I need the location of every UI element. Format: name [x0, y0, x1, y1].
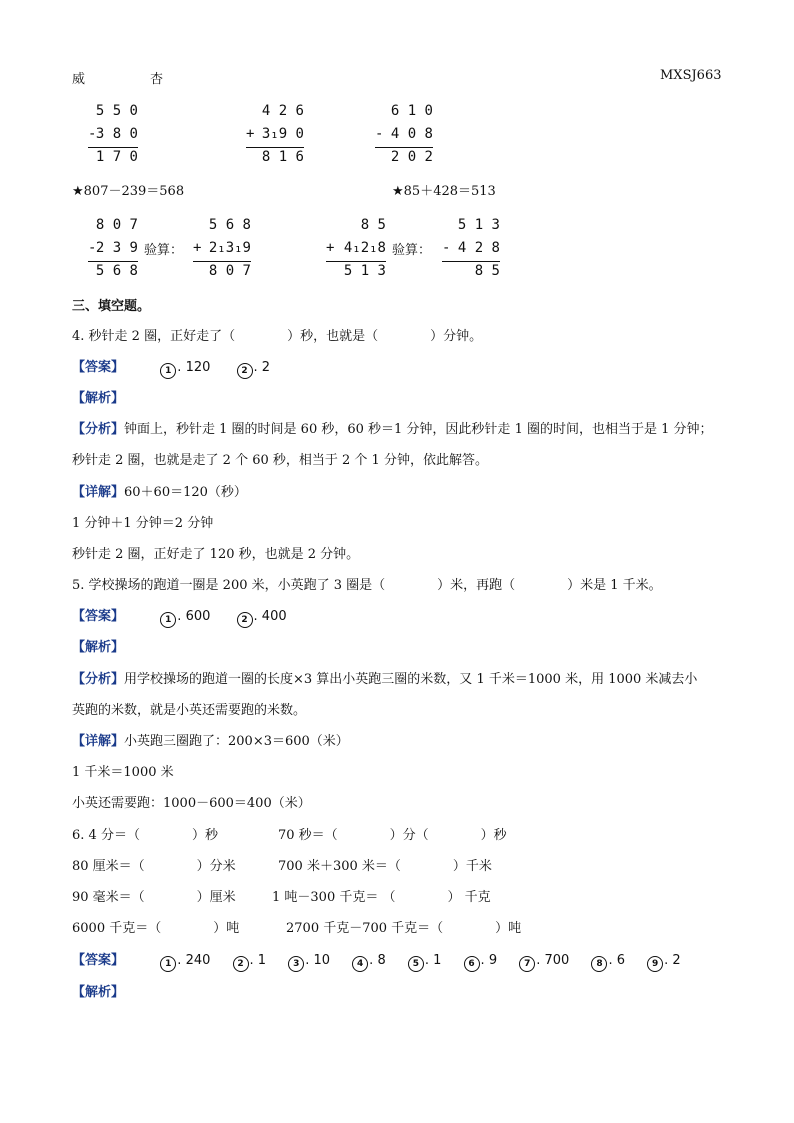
- calc-result: 2 0 2: [390, 149, 433, 165]
- analysis-text: 秒针走 2 圈，也就是走了 2 个 60 秒，相当于 2 个 1 分钟，依此解答。: [72, 453, 488, 468]
- calc-row: 4 2 6: [261, 103, 304, 119]
- calc-operator: +: [326, 240, 335, 256]
- calc-operator: -: [88, 240, 97, 256]
- detail-text: 60＋60＝120（秒）: [124, 485, 247, 500]
- question-6-part: 70 秒＝（ ）分（ ）秒: [278, 828, 507, 843]
- analysis-text: 钟面上，秒针走 1 圈的时间是 60 秒，60 秒＝1 分钟，因此秒针走 1 圈的时间，也相当于是 1 分钟；: [124, 422, 713, 437]
- calc-row: 2₁3₁9: [208, 240, 251, 256]
- detail-text: 小英还需要跑：1000－600＝400（米）: [72, 796, 311, 811]
- circled-number: 2: [237, 363, 253, 379]
- vertical-calc: [88, 214, 138, 283]
- detail-line: [72, 733, 349, 751]
- analysis-text: 用学校操场的跑道一圈的长度×3 算出小英跑三圈的米数，又 1 千米＝1000 米，用 1000 米减去小: [124, 672, 698, 687]
- answer-value: 1: [433, 953, 442, 968]
- calc-result: 8 5: [474, 263, 500, 279]
- detail-text: 秒针走 2 圈，正好走了 120 秒，也就是 2 分钟。: [72, 547, 360, 562]
- question-6-part: 2700 千克－700 千克＝（ ）吨: [286, 921, 522, 936]
- circled-number: 2: [237, 612, 253, 628]
- circled-number: 3: [288, 956, 304, 972]
- vertical-calc: [442, 214, 500, 283]
- jiexi-tag: 【解析】: [72, 640, 125, 655]
- calc-result: 1 7 0: [95, 149, 138, 165]
- answer-value: 6: [616, 953, 626, 968]
- calc-operator: +: [246, 126, 255, 142]
- vertical-calc: [193, 214, 251, 283]
- calc-row: 8 0 7: [95, 217, 138, 233]
- circled-number: 1: [160, 956, 176, 972]
- circled-number: 2: [233, 956, 249, 972]
- header-left-b: 杏: [150, 72, 164, 87]
- question-6-part: 6. 4 分＝（ ）秒: [72, 828, 218, 843]
- question-4: 4. 秒针走 2 圈，正好走了（ ）秒，也就是（ ）分钟。: [72, 329, 483, 344]
- calc-row: 8 5: [360, 217, 386, 233]
- circled-number: 4: [352, 956, 368, 972]
- answer-value: 8: [377, 953, 386, 968]
- answer-value: 9: [488, 953, 498, 968]
- answer-value: 1: [257, 953, 267, 968]
- calc-row: 5 6 8: [208, 217, 251, 233]
- question-6-part: 6000 千克＝（ ）吨: [72, 921, 240, 936]
- vertical-calc: [246, 100, 304, 169]
- calc-row: 4 0 8: [390, 126, 433, 142]
- calc-operator: +: [193, 240, 202, 256]
- answer-row-5: 【答案】 1 . 600 2 . 400: [72, 608, 309, 628]
- calc-row: 2 3 9: [95, 240, 138, 256]
- analysis-line: [72, 671, 697, 689]
- star-problem-2: ★85＋428＝513: [392, 184, 496, 199]
- answer-value: 400: [261, 609, 287, 624]
- circled-number: 7: [519, 956, 535, 972]
- answer-value: 10: [313, 953, 331, 968]
- circled-number: 8: [591, 956, 607, 972]
- answer-row-4: 【答案】 1 . 120 2 . 2: [72, 359, 292, 379]
- calc-operator: -: [442, 240, 451, 256]
- calc-row: 5 1 3: [457, 217, 500, 233]
- answer-value: 600: [185, 609, 211, 624]
- question-6-part: 80 厘米＝（ ）分米: [72, 859, 236, 874]
- calc-result: 5 6 8: [95, 263, 138, 279]
- answer-value: 240: [185, 953, 211, 968]
- header-left-a: 威: [72, 72, 86, 87]
- circled-number: 9: [647, 956, 663, 972]
- calc-row: 4₁2₁8: [343, 240, 386, 256]
- question-6-part: 1 吨－300 千克＝ （ ） 千克: [272, 890, 491, 905]
- detail-text: 小英跑三圈跑了：200×3＝600（米）: [124, 734, 349, 749]
- circled-number: 1: [160, 612, 176, 628]
- star-problem-1: ★807－239＝568: [72, 184, 185, 199]
- answer-value: 2: [261, 360, 271, 375]
- fenxi-tag: 【分析】: [72, 672, 125, 687]
- calc-row: 3 8 0: [95, 126, 138, 142]
- analysis-text: 英跑的米数，就是小英还需要跑的米数。: [72, 703, 307, 718]
- header-code: MXSJ663: [660, 68, 722, 83]
- jiexi-tag: 【解析】: [72, 391, 125, 406]
- question-5: 5. 学校操场的跑道一圈是 200 米，小英跑了 3 圈是（ ）米，再跑（ ）米是 1 千米。: [72, 578, 662, 593]
- circled-number: 1: [160, 363, 176, 379]
- calc-result: 8 1 6: [261, 149, 304, 165]
- question-6-part: 90 毫米＝（ ）厘米: [72, 890, 236, 905]
- check-label: 验算：: [392, 243, 432, 258]
- vertical-calc: [88, 100, 138, 169]
- jiexi-tag: 【解析】: [72, 985, 125, 1000]
- detail-text: 1 分钟＋1 分钟＝2 分钟: [72, 516, 214, 531]
- calc-result: 8 0 7: [208, 263, 251, 279]
- vertical-calc: [326, 214, 386, 283]
- xiangjie-tag: 【详解】: [72, 485, 125, 500]
- circled-number: 6: [464, 956, 480, 972]
- answer-row-6: 【答案】 1 . 240 2 . 1 3 . 10 4 . 8 5 . 1 6 . 9 7 . 700 8 . 6 9 . 2: [72, 952, 681, 972]
- calc-operator: -: [375, 126, 384, 142]
- answer-value: 2: [672, 953, 681, 968]
- question-6-part: 700 米＋300 米＝（ ）千米: [278, 859, 492, 874]
- calc-operator: -: [88, 126, 97, 142]
- answer-tag: 【答案】: [72, 953, 125, 968]
- check-label: 验算：: [144, 243, 184, 258]
- circled-number: 5: [408, 956, 424, 972]
- answer-tag: 【答案】: [72, 609, 125, 624]
- calc-row: 4 2 8: [457, 240, 500, 256]
- fenxi-tag: 【分析】: [72, 422, 125, 437]
- analysis-line: [72, 421, 713, 439]
- calc-row: 5 5 0: [95, 103, 138, 119]
- calc-row: 6 1 0: [390, 103, 433, 119]
- vertical-calc: [375, 100, 433, 169]
- answer-tag: 【答案】: [72, 360, 125, 375]
- xiangjie-tag: 【详解】: [72, 734, 125, 749]
- answer-value: 120: [185, 360, 211, 375]
- detail-line: [72, 484, 247, 502]
- answer-value: 700: [544, 953, 570, 968]
- calc-result: 5 1 3: [343, 263, 386, 279]
- detail-text: 1 千米＝1000 米: [72, 765, 174, 780]
- section-heading: 三、填空题。: [72, 299, 151, 314]
- calc-row: 3₁9 0: [261, 126, 304, 142]
